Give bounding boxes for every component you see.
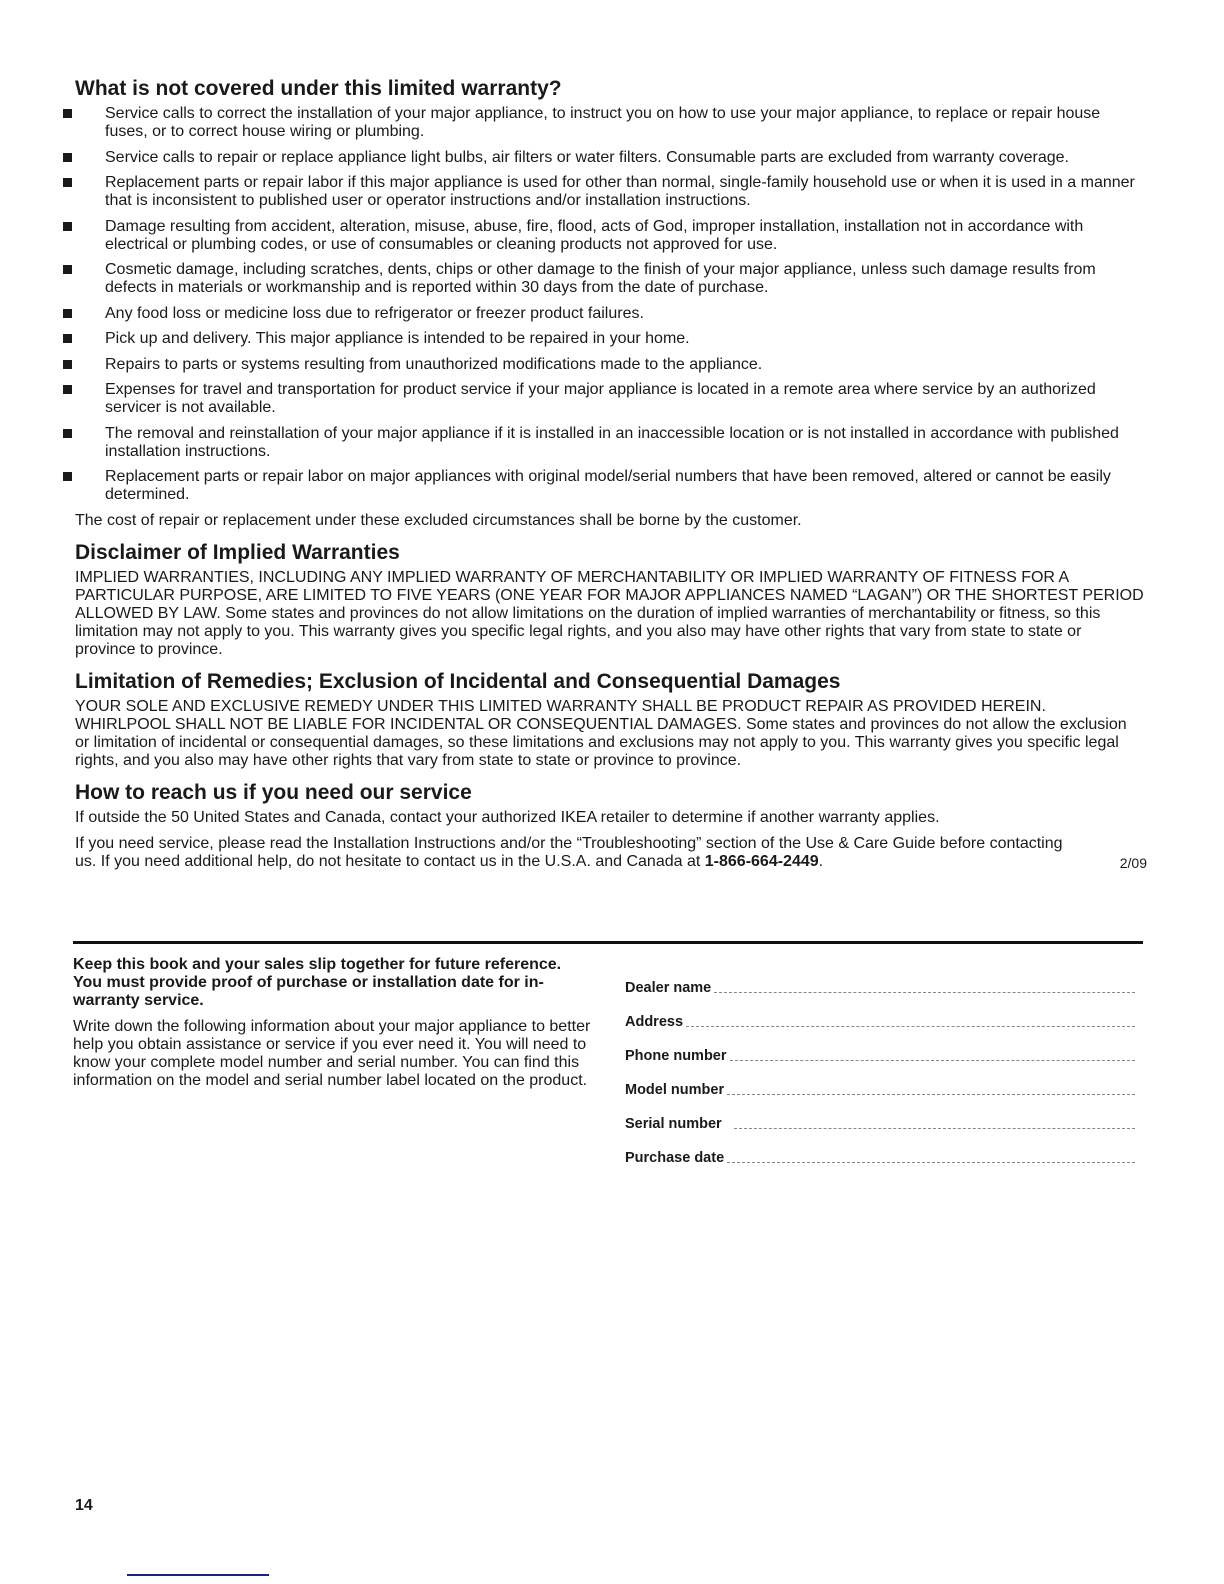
page-number: 14 bbox=[75, 1497, 93, 1514]
service-p2-end: . bbox=[818, 852, 824, 870]
list-item-text: The removal and reinstallation of your major appliance if it is installed in an inaccessible location or is not installed in accordance with published installation instructions. bbox=[105, 424, 1119, 460]
list-item bbox=[75, 218, 1145, 254]
keep-records-bold: Keep this book and your sales slip together for future reference. You must provide proof of purchase or installation date for in-warranty service. bbox=[73, 956, 562, 1009]
dealer-name-field[interactable] bbox=[625, 962, 1135, 996]
phone-number-field[interactable] bbox=[625, 1030, 1135, 1064]
field-label: Phone number bbox=[625, 1048, 727, 1064]
blue-underline bbox=[127, 1574, 269, 1576]
list-item-text: Damage resulting from accident, alteration, misuse, abuse, fire, flood, acts of God, improper installation, installation not in accordance with electrical or plumbing codes, or use of consumables or cleaning products not approved for use. bbox=[105, 217, 1084, 253]
list-item bbox=[75, 305, 1145, 323]
disclaimer-body: IMPLIED WARRANTIES, INCLUDING ANY IMPLIED WARRANTY OF MERCHANTABILITY OR IMPLIED WARRANTY OF FITNESS FOR A PARTICULAR PURPOSE, ARE LIMITED TO FIVE YEARS (ONE YEAR FOR MAJOR APPLIANCES NAMED “LAGAN”) OR THE SHORTEST PERIOD ALLOWED BY LAW. Some states and provinces do not allow limitations on the duration of implied warranties of merchantability or fitness, so this limitation may not apply to you. This warranty gives you specific legal rights, and you also may have other rights that vary from state to state or province to province. bbox=[75, 568, 1144, 658]
square-bullet-icon bbox=[63, 153, 72, 162]
square-bullet-icon bbox=[63, 429, 72, 438]
serial-number-field[interactable] bbox=[625, 1098, 1135, 1132]
square-bullet-icon bbox=[63, 178, 72, 187]
field-label: Address bbox=[625, 1014, 684, 1030]
model-number-field[interactable] bbox=[625, 1064, 1135, 1098]
field-label: Model number bbox=[625, 1082, 725, 1098]
field-label: Serial number bbox=[625, 1116, 722, 1132]
limitation-body: YOUR SOLE AND EXCLUSIVE REMEDY UNDER THIS LIMITED WARRANTY SHALL BE PRODUCT REPAIR AS PROVIDED HEREIN. WHIRLPOOL SHALL NOT BE LIABLE FOR INCIDENTAL OR CONSEQUENTIAL DAMAGES. Some states and provinces do not allow the exclusion or limitation of incidental or consequential damages, so these limitations and exclusions may not apply to you. This warranty gives you specific legal rights, and you also may have other rights that vary from state to state or province to province. bbox=[75, 697, 1127, 769]
list-item-text: Service calls to repair or replace appliance light bulbs, air filters or water filters. Consumable parts are excluded from warranty coverage. bbox=[105, 148, 1069, 166]
service-p1: If outside the 50 United States and Canada, contact your authorized IKEA retailer to determine if another warranty applies. bbox=[75, 808, 940, 826]
blank-line[interactable] bbox=[727, 1161, 1135, 1163]
list-item-text: Any food loss or medicine loss due to refrigerator or freezer product failures. bbox=[105, 304, 644, 322]
square-bullet-icon bbox=[63, 309, 72, 318]
list-item bbox=[75, 105, 1145, 141]
square-bullet-icon bbox=[63, 265, 72, 274]
disclaimer-heading: Disclaimer of Implied Warranties bbox=[75, 540, 400, 564]
list-item-text: Expenses for travel and transportation for product service if your major appliance is located in a remote area where service by an authorized servicer is not available. bbox=[105, 381, 1096, 416]
limitation-section bbox=[75, 669, 1145, 770]
square-bullet-icon bbox=[63, 222, 72, 231]
list-item bbox=[75, 468, 1145, 504]
list-item bbox=[75, 381, 1145, 417]
list-item bbox=[75, 149, 1145, 167]
field-label: Dealer name bbox=[625, 980, 712, 996]
square-bullet-icon bbox=[63, 385, 72, 394]
service-phone: 1-866-664-2449 bbox=[704, 852, 819, 870]
not-covered-footer: The cost of repair or replacement under these excluded circumstances shall be borne by the customer. bbox=[75, 511, 802, 529]
list-item-text: Replacement parts or repair labor on major appliances with original model/serial numbers that have been removed, altered or cannot be easily determined. bbox=[105, 468, 1111, 503]
list-item-text: Service calls to correct the installation of your major appliance, to instruct you on how to use your major appliance, to replace or repair house fuses, or to correct house wiring or plumbing. bbox=[105, 105, 1101, 140]
revision-date: 2/09 bbox=[1119, 854, 1147, 871]
list-item-text: Cosmetic damage, including scratches, dents, chips or other damage to the finish of your major appliance, unless such damage results from defects in materials or workmanship and is reported within 30 days from the date of purchase. bbox=[105, 261, 1096, 296]
list-item-text: Pick up and delivery. This major appliance is intended to be repaired in your home. bbox=[105, 330, 690, 347]
section-divider bbox=[73, 941, 1143, 944]
disclaimer-section bbox=[75, 540, 1145, 659]
blank-line[interactable] bbox=[727, 1093, 1135, 1095]
warranty-page bbox=[75, 76, 1145, 871]
service-heading: How to reach us if you need our service bbox=[75, 780, 472, 804]
list-item bbox=[75, 174, 1145, 210]
list-item bbox=[75, 425, 1145, 461]
square-bullet-icon bbox=[63, 334, 72, 343]
purchase-date-field[interactable] bbox=[625, 1132, 1135, 1166]
field-label: Purchase date bbox=[625, 1150, 725, 1166]
blank-line[interactable] bbox=[686, 1025, 1135, 1027]
service-p2-text: If you need service, please read the Installation Instructions and/or the “Troubleshooting” section of the Use & Care Guide before contacting us. If you need additional help, do not hesitate to contact us in the U.S.A. and Canada at bbox=[75, 834, 1063, 870]
owner-record-form bbox=[625, 962, 1135, 1166]
blank-line[interactable] bbox=[714, 991, 1135, 993]
service-section bbox=[75, 780, 1145, 871]
blank-line[interactable] bbox=[734, 1127, 1135, 1129]
address-field[interactable] bbox=[625, 996, 1135, 1030]
keep-records-body: Write down the following information about your major appliance to better help you obtain assistance or service if you ever need it. You will need to know your complete model number and serial number. You can find this information on the model and serial number label located on the product. bbox=[73, 1018, 591, 1089]
not-covered-list bbox=[75, 105, 1145, 504]
square-bullet-icon bbox=[63, 109, 72, 118]
keep-records-note bbox=[73, 956, 593, 1098]
list-item bbox=[75, 356, 1145, 374]
list-item-text: Replacement parts or repair labor if this major appliance is used for other than normal, single-family household use or when it is used in a manner that is inconsistent to published user or operator instructions and/or installation instructions. bbox=[105, 174, 1135, 209]
list-item bbox=[75, 261, 1145, 297]
square-bullet-icon bbox=[63, 360, 72, 369]
list-item bbox=[75, 330, 1145, 348]
blank-line[interactable] bbox=[730, 1059, 1135, 1061]
list-item-text: Repairs to parts or systems resulting from unauthorized modifications made to the appliance. bbox=[105, 355, 763, 373]
limitation-heading: Limitation of Remedies; Exclusion of Incidental and Consequential Damages bbox=[75, 669, 841, 693]
square-bullet-icon bbox=[63, 472, 72, 481]
not-covered-heading: What is not covered under this limited warranty? bbox=[75, 77, 562, 100]
service-p2 bbox=[75, 835, 1145, 871]
